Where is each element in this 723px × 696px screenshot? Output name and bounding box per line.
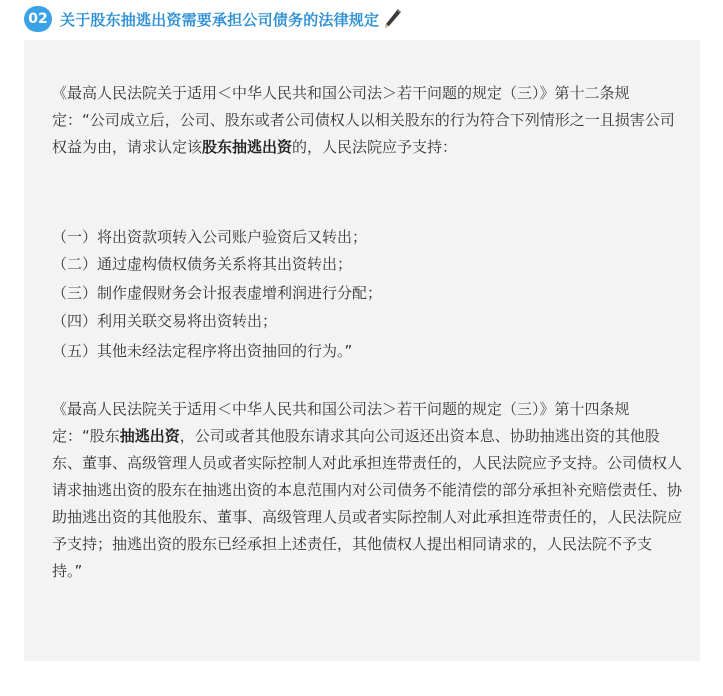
section-number-badge: 02 bbox=[24, 6, 52, 32]
list-item: （五）其他未经法定程序将出资抽回的行为。” bbox=[52, 342, 353, 360]
section-header bbox=[24, 4, 402, 34]
pen-icon bbox=[382, 7, 402, 31]
article-12-emphasis: 股东抽逃出资 bbox=[202, 138, 293, 156]
article-12-intro bbox=[52, 80, 682, 161]
section-title: 关于股东抽逃出资需要承担公司债务的法律规定 bbox=[60, 10, 380, 29]
list-item: （三）制作虚假财务会计报表虚增利润进行分配； bbox=[52, 284, 383, 302]
article-12-text-end: 的，人民法院应予支持： bbox=[292, 138, 458, 156]
list-item: （一）将出资款项转入公司账户验资后又转出； bbox=[52, 228, 368, 246]
list-item: （二）通过虚构债权债务关系将其出资转出； bbox=[52, 255, 353, 273]
article-14-text bbox=[52, 396, 682, 585]
article-14-emphasis: 抽逃出资 bbox=[119, 427, 180, 445]
article-14-text-end: ，公司或者其他股东请求其向公司返还出资本息、协助抽逃出资的其他股东、董事、高级管理人员或者实际控制人对此承担连带责任的，人民法院应予支持。公司债权人请求抽逃出资的股东在抽逃出资的本息范围内对公司债务不能清偿的部分承担补充赔偿责任、协助抽逃出资的其他股东、董事、高级管理人员或者实际控制人对此承担连带责任的，人民法院应予支持；抽逃出资的股东已经承担上述责任，其他债权人提出相同请求的，人民法院不予支持。” bbox=[52, 427, 683, 580]
article-14-text-start: 《最高人民法院关于适用＜中华人民共和国公司法＞若干问题的规定（三）》第十四条规定：“股东 bbox=[52, 400, 630, 445]
regulation-content bbox=[24, 40, 700, 661]
article-12-text: 《最高人民法院关于适用＜中华人民共和国公司法＞若干问题的规定（三）》第十二条规定：“公司成立后，公司、股东或者公司债权人以相关股东的行为符合下列情形之一且损害公司权益为由，请求认定该 bbox=[52, 84, 675, 156]
list-item: （四）利用关联交易将出资转出； bbox=[52, 312, 278, 330]
